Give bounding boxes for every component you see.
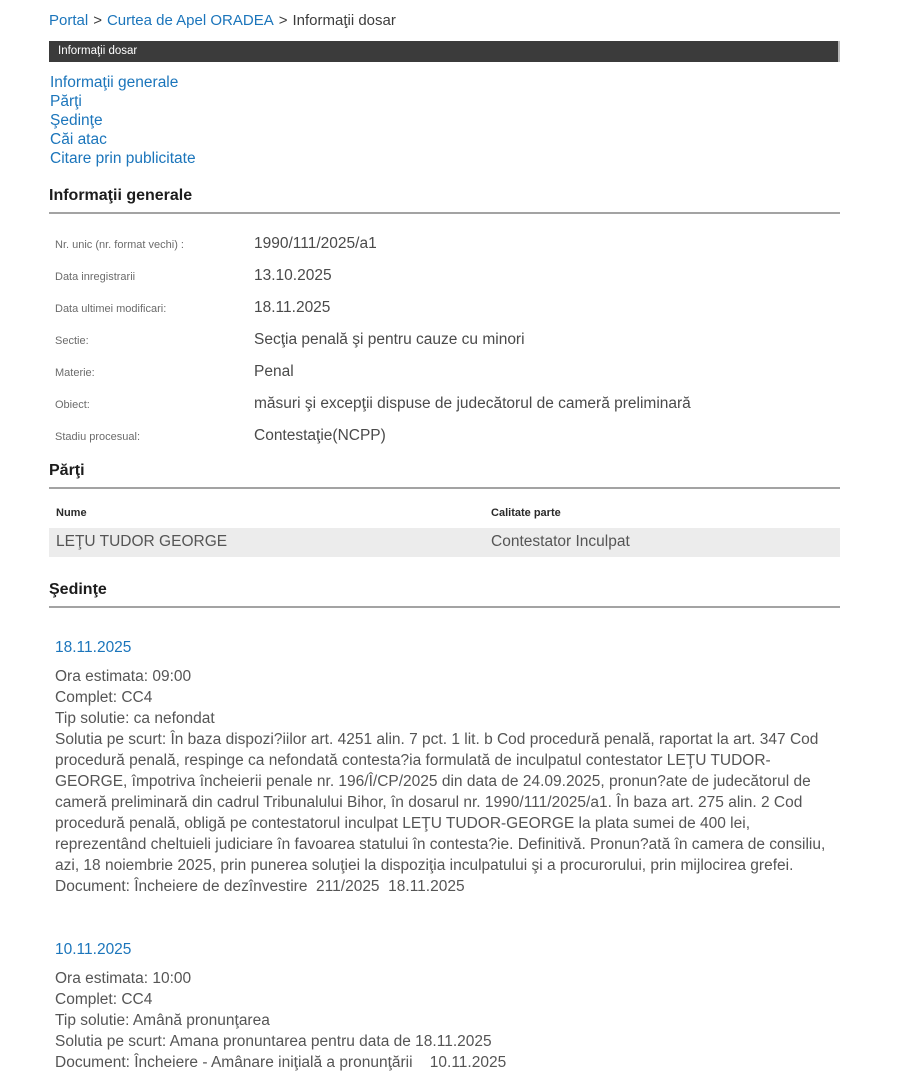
- field-value: 1990/111/2025/a1: [254, 235, 377, 252]
- parties-header-row: [49, 503, 840, 528]
- session-ora-estimata: Ora estimata: 09:00: [55, 668, 192, 685]
- table-row: [49, 528, 840, 557]
- nav-link-cai-atac[interactable]: Căi atac: [50, 131, 107, 148]
- column-header-nume: Nume: [56, 507, 87, 519]
- field-row-data-modificari: [55, 299, 840, 317]
- field-row-obiect: [55, 395, 840, 413]
- field-label: Data ultimei modificari:: [55, 303, 167, 315]
- section-heading-sedinte: Şedinţe: [49, 581, 840, 608]
- session-complet: Complet: CC4: [55, 991, 153, 1008]
- session-ora-estimata: Ora estimata: 10:00: [55, 970, 192, 987]
- party-name-cell: LEŢU TUDOR GEORGE: [49, 528, 484, 557]
- field-label: Stadiu procesual:: [55, 431, 140, 443]
- field-value: măsuri şi excepţii dispuse de judecătorul de cameră preliminară: [254, 395, 691, 412]
- session-solutia-pe-scurt: Solutia pe scurt: Amana pronuntarea pentru data de 18.11.2025: [55, 1033, 492, 1050]
- section-nav: [50, 73, 840, 168]
- field-value: Penal: [254, 363, 294, 380]
- field-label: Obiect:: [55, 399, 90, 411]
- field-value: Contestaţie(NCPP): [254, 427, 386, 444]
- nav-link-citare-publicitate[interactable]: Citare prin publicitate: [50, 150, 196, 167]
- column-header-calitate-parte: Calitate parte: [491, 507, 561, 519]
- session-document: Document: Încheiere de dezînvestire 211/2025 18.11.2025: [55, 878, 465, 895]
- field-label: Data inregistrarii: [55, 271, 136, 283]
- field-label: Nr. unic (nr. format vechi) :: [55, 239, 184, 251]
- nav-link-parti[interactable]: Părţi: [50, 93, 82, 110]
- parties-table: [49, 503, 840, 557]
- session-document: Document: Încheiere - Amânare iniţială a pronunţării 10.11.2025: [55, 1054, 507, 1071]
- session-entry: [55, 639, 840, 897]
- breadcrumb-link-court[interactable]: Curtea de Apel ORADEA: [106, 12, 274, 29]
- field-value: 13.10.2025: [254, 267, 332, 284]
- session-complet: Complet: CC4: [55, 689, 153, 706]
- field-row-data-inregistrarii: [55, 267, 840, 285]
- session-tip-solutie: Tip solutie: Amână pronunţarea: [55, 1012, 270, 1029]
- nav-link-informatii-generale[interactable]: Informaţii generale: [50, 74, 179, 91]
- session-date-link[interactable]: 10.11.2025: [55, 941, 132, 958]
- breadcrumb-current: Informaţii dosar: [292, 12, 396, 29]
- section-heading-parti: Părţi: [49, 462, 840, 489]
- field-label: Materie:: [55, 367, 95, 379]
- field-row-nr-unic: [55, 235, 840, 253]
- field-label: Sectie:: [55, 335, 89, 347]
- breadcrumb-separator: >: [93, 12, 102, 29]
- field-value: 18.11.2025: [254, 299, 331, 316]
- field-row-sectie: [55, 331, 840, 349]
- field-row-stadiu-procesual: [55, 427, 840, 445]
- section-heading-general: Informaţii generale: [49, 187, 840, 214]
- field-row-materie: [55, 363, 840, 381]
- general-fields: [55, 235, 840, 445]
- party-role-cell: Contestator Inculpat: [484, 528, 840, 557]
- session-solutia-pe-scurt: Solutia pe scurt: În baza dispozi?iilor art. 4251 alin. 7 pct. 1 lit. b Cod procedură penală, raportat la art. 347 Cod procedură penală, respinge ca nefondată contesta?ia formulată de inculpatul contestator LEŢU TUDOR-GEORGE, împotriva încheierii penale nr. 196/Î/CP/2025 din data de 24.09.2025, pronun?ate de judecătorul de cameră preliminară din cadrul Tribunalului Bihor, în dosarul nr. 1990/111/2025/a1. În baza art. 275 alin. 2 Cod procedură penală, obligă pe contestatorul inculpat LEŢU TUDOR-GEORGE la plata sumei de 400 lei, reprezentând cheltuieli judiciare în favoarea statului în contesta?ie. Definitivă. Pronun?ată în camera de consiliu, azi, 18 noiembrie 2025, prin punerea soluţiei la dispoziţia inculpatului şi a procurorului, prin mijlocirea grefei.: [55, 731, 830, 874]
- nav-link-sedinte[interactable]: Şedinţe: [50, 112, 103, 129]
- session-entry: [55, 941, 840, 1073]
- breadcrumb-separator: >: [278, 12, 288, 29]
- session-tip-solutie: Tip solutie: ca nefondat: [55, 710, 215, 727]
- session-date-link[interactable]: 18.11.2025: [55, 639, 132, 656]
- page-container: [49, 0, 840, 1073]
- breadcrumb-link-portal[interactable]: Portal: [49, 12, 89, 29]
- field-value: Secţia penală şi pentru cauze cu minori: [254, 331, 525, 348]
- title-bar: Informaţii dosar: [49, 41, 840, 62]
- breadcrumb: [49, 12, 840, 29]
